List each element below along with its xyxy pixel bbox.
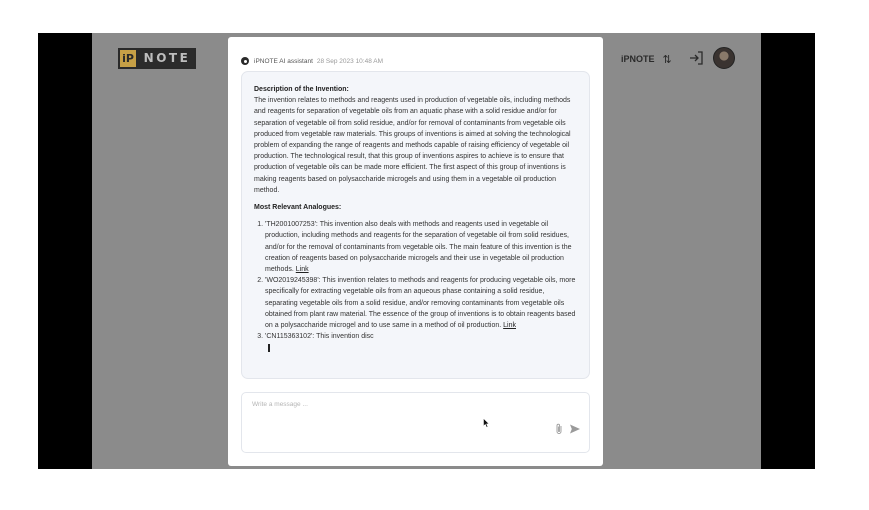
mouse-pointer-icon [483,418,490,428]
list-item: 3. 'CN115363102': This invention disc [265,331,577,353]
logo-note: NOTE [138,48,196,69]
message-meta [241,57,383,65]
logo-ip: iP [118,48,138,69]
description-text: The invention relates to methods and reagents used in production of vegetable oils, including methods and reagents for separation of vegetable oils from an aquatic phase with a solid residue and/or for separation of vegetable oil from solid residue, and/or for removal of contaminants from vegetable oils produced from vegetable raw materials. This groups of inventions is aimed at solving the technological problem of expanding the range of reagents and methods capable of raising efficiency of vegetable oil production. The technological result, that this group of inventions aspires to achieve is to ensure that production of vegetable oils can be made more efficient. The first aspect of this group of inventions is making reagents based on polysaccharide microgels and using them in a vegetable oil production method. [254,97,571,194]
workspace-name[interactable]: iPNOTE [621,54,655,64]
logout-icon[interactable] [688,50,704,66]
analogues-heading: Most Relevant Analogues: [254,204,342,212]
ipnote-logo[interactable] [118,48,196,69]
assistant-message [241,71,590,379]
typing-cursor [268,344,270,352]
description-heading: Description of the Invention: [254,86,349,93]
paperclip-icon[interactable] [554,423,564,435]
message-composer [241,392,590,453]
send-icon[interactable] [569,423,581,435]
avatar[interactable] [713,47,735,69]
list-item: 2. 'WO2019245398': This invention relates to methods and reagents for producing vegetable oils, more specifically for extracting vegetable oils from an aqueous phase containing a solid residue, separating vegetable oils from a solid residue, and/or removing contaminants from vegetable oils obtained from plant raw material. The essence of the group of inventions is to obtain reagents based on a polysaccharide microgel and to use same in a method of oil production. Link [265,275,577,331]
header-account [621,49,672,69]
analogue-link[interactable]: Link [503,322,516,330]
bot-icon [241,57,249,65]
list-item: 1. 'TH2001007253': This invention also deals with methods and reagents used in vegetable oil production, including methods and reagents for the separation of vegetable oil from solid residues, and/or for the removal of contaminants from vegetable oils. The main feature of this invention is the creation of reagents based on polysaccharide microgels and their use in vegetable oil production methods. Link [265,219,577,275]
ai-chat-modal [228,37,603,466]
analogue-link[interactable]: Link [295,266,309,274]
sender-name: iPNOTE AI assistant [254,57,313,65]
message-input[interactable] [252,398,542,410]
analogues-list [254,219,577,353]
swap-vertical-icon[interactable]: ⇅ [662,52,672,66]
message-timestamp: 28 Sep 2023 10:48 AM [316,57,384,65]
